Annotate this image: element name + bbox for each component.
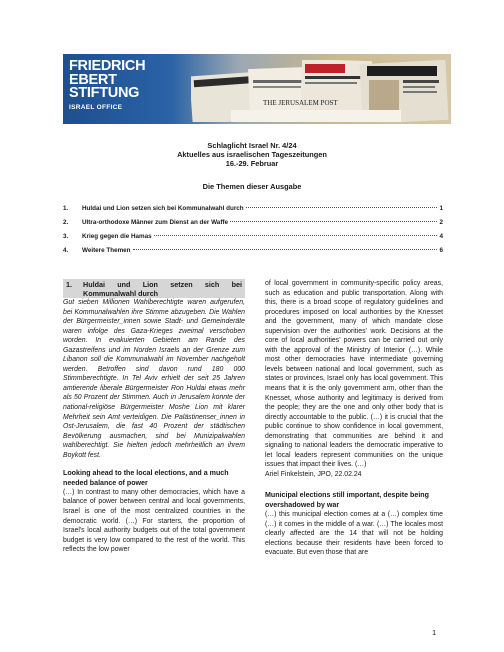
article-2-heading: Municipal elections still important, despite being overshadowed by war — [265, 491, 429, 509]
logo-line-1: FRIEDRICH — [69, 58, 146, 74]
logo-office: ISRAEL OFFICE — [69, 103, 123, 111]
section-1-intro: Gut sieben Millionen Wahlberechtigte waren aufgerufen, bei Kommunalwahlen ihre Stimme abzugeben. Die Wahlen der Bürgermeister_innen sowie Stadt- und Gemeinderäte waren infolge des Gaza-Krieges zweimal verschoben worden. In evakuierten Gebieten am Rande des Gazastreifens und im Norden Israels an der Grenze zum Libanon soll die Kommunalwahl im November nachgeholt werden. Betroffen sind davon rund 180 000 Stimmberechtigte. In Tel Aviv erhielt der seit 25 Jahren amtierende liberale Bürgermeister Ron Huldai etwas mehr als 50 Prozent der Stimmen. Auch in Jerusalem konnte der national-religiöse Bürgermeister Moshe Lion mit klarer Mehrheit sein Amt verteidigen. Die Palästinenser_innen in Ost-Jerusalem, die fast 40 Prozent der städtischen Bevölkerung ausmachen, sind bei Munizipalwahlen wahlberechtigt. Sie hielten jedoch mehrheitlich an ihrem Boykott fest. — [63, 299, 245, 459]
toc-label: Weitere Themen — [82, 247, 131, 254]
section-1-heading — [63, 279, 245, 298]
logo-line-2: EBERT — [69, 71, 117, 88]
logo-line-3: STIFTUNG — [69, 85, 140, 101]
toc-leader — [230, 221, 437, 222]
toc-entry[interactable] — [63, 247, 443, 254]
fes-logo — [69, 60, 145, 112]
right-column — [265, 279, 443, 558]
document-dates: 16.-29. Februar — [225, 159, 279, 168]
article-1-source: Ariel Finkelstein, JPO, 22.02.24 — [265, 470, 362, 478]
toc-number: 4. — [63, 247, 69, 254]
toc-number: 1. — [63, 205, 69, 212]
toc-label: Krieg gegen die Hamas — [82, 233, 152, 240]
toc-entry[interactable] — [63, 219, 443, 226]
toc-page: 2 — [439, 219, 443, 226]
toc-number: 3. — [63, 233, 69, 240]
header-banner — [63, 54, 451, 124]
toc-entry[interactable] — [63, 205, 443, 212]
toc-page: 1 — [439, 205, 443, 212]
toc-leader — [133, 249, 438, 250]
article-1-body-left: (…) In contrast to many other democracies, which have a balance of power between central and local governments, Israel is one of the most centralized countries in the democratic world. (…) For starters, the proportion of Israel's local authority budgets out of the total government budget is very low compared to the rest of the world. This reflects the low power — [63, 488, 245, 554]
toc-leader — [154, 235, 438, 236]
newspaper-collage-image — [191, 60, 449, 122]
article-1-heading: Looking ahead to the local elections, and a much needed balance of power — [63, 469, 229, 487]
page-number: 1 — [432, 628, 437, 637]
article-1-body-right: of local government in community-specific policy areas, such as education and public transportation. Along with this, there is a broad scope of regulatory guidelines and procedures imposed on local authorities by the Knesset and the government, many of which mandate close supervision over the authorities' work. Decisions at the core of local authorities' powers can be carried out only with the approval of the Ministry of Interior (…). While most other democracies have intermediate governing levels between national and local government, such as states or provinces, Israel only has local government. This means that it is the only government arm, other than the Knesset, whose authority and legitimacy is derived from the people; they are the one and only other body that is directly accountable to the public. (…) it is crucial that the public continue to show confidence in local government, demonstrating that communities are behind it and signaling to national leaders the democratic imperative to let local leaders represent communities on the unique issues that impact their lives. (…) — [265, 280, 443, 469]
toc-leader — [246, 207, 438, 208]
section-number: 1. — [66, 280, 72, 289]
toc-page: 6 — [439, 247, 443, 254]
article-2-body: (…) this municipal election comes at a (…) complex time (…) it comes in the middle of a war. (…) The locales most clearly affected are the 14 that will not be holding elections because their residents have been forced to evacuate. But even those that are — [265, 511, 443, 557]
toc-label: Ultra-orthodoxe Männer zum Dienst an der Waffe — [82, 219, 229, 226]
toc-entry[interactable] — [63, 233, 443, 240]
toc-label: Huldai und Lion setzen sich bei Kommunalwahl durch — [82, 205, 244, 212]
section-title: Huldai und Lion setzen sich bei Kommunalwahl durch — [83, 280, 242, 298]
toc-number: 2. — [63, 219, 69, 226]
themes-heading: Die Themen dieser Ausgabe — [202, 182, 302, 191]
left-column — [63, 279, 245, 555]
newspaper-jerusalem-post-mark: THE JERUSALEM POST — [263, 99, 338, 107]
document-subtitle: Aktuelles aus israelischen Tageszeitungen — [177, 150, 327, 159]
document-title: Schlaglicht Israel Nr. 4/24 — [207, 141, 297, 150]
toc-page: 4 — [439, 233, 443, 240]
